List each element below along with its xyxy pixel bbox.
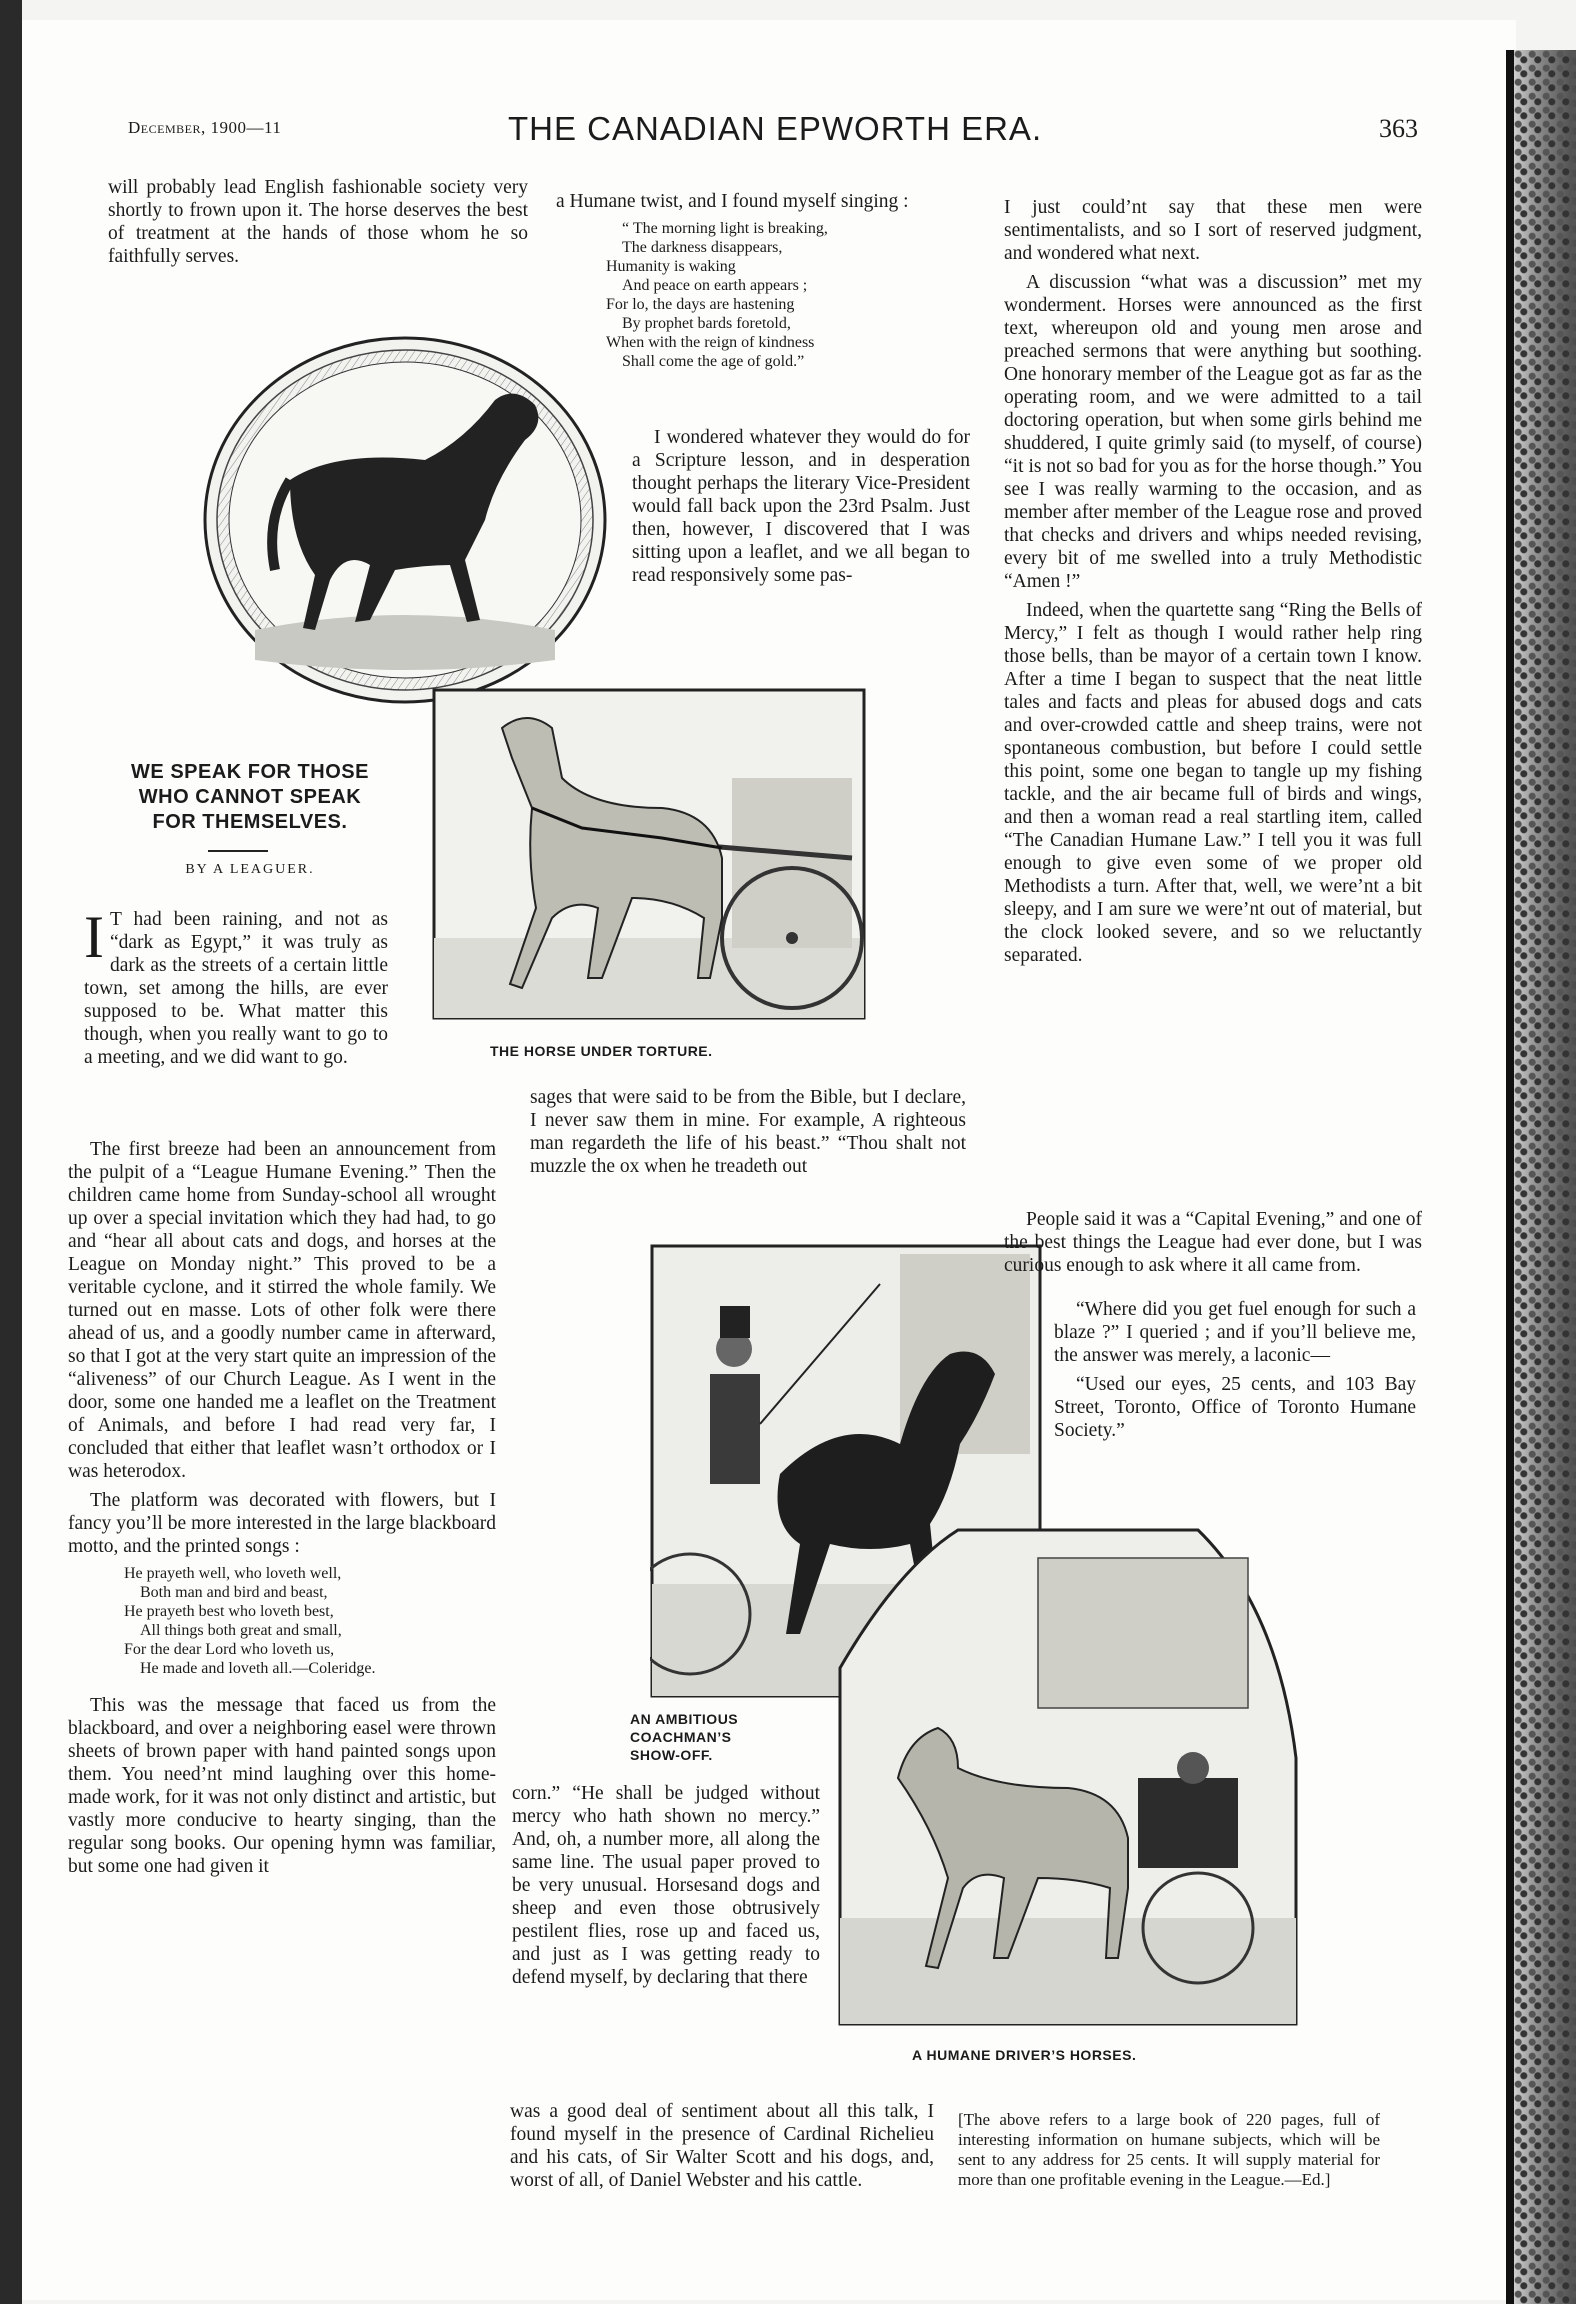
caption-line: COACHMAN’S xyxy=(630,1729,732,1745)
col1-paragraph-3: The platform was decorated with flowers, but I fancy you’ll be more interested in the large blackboard motto, and the printed songs : xyxy=(68,1490,496,1557)
col3-paragraph-6: “Used our eyes, 25 cents, and 103 Bay Street, Toronto, Office of Toronto Humane Society.” xyxy=(1054,1374,1416,1441)
poem-line: Both man and bird and beast, xyxy=(140,1584,328,1601)
humane-driver-illustration xyxy=(838,1528,1298,2026)
col3-paragraph-4: People said it was a “Capital Evening,” and one of the best things the League had ever done, but I was curious enough to ask where it all came from. xyxy=(1004,1209,1422,1276)
col3-body xyxy=(1004,196,1422,973)
poem-line: Humanity is waking xyxy=(606,258,736,275)
col2-narrow xyxy=(632,426,970,593)
editor-note: [The above refers to a large book of 220 pages, full of interesting information on humane subjects, which will be sent to any address for 25 cents. It will supply material for more than one profitable evening in the League.—Ed.] xyxy=(958,2110,1380,2189)
col3-paragraph-5: “Where did you get fuel enough for such a blaze ?” I queried ; and if you’ll believe me, the answer was merely, a laconic— xyxy=(1054,1299,1416,1366)
poem-line: By prophet bards foretold, xyxy=(622,315,791,332)
horse-under-torture-illustration xyxy=(432,688,866,1020)
horse-torture-svg xyxy=(432,688,866,1020)
caption-line: SHOW-OFF. xyxy=(630,1747,713,1763)
headline-rule xyxy=(208,850,268,852)
publication-title: THE CANADIAN EPWORTH ERA. xyxy=(508,110,1043,147)
poem-line: And peace on earth appears ; xyxy=(622,277,808,294)
page-header xyxy=(128,110,1418,170)
poem-line: For lo, the days are hastening xyxy=(606,296,795,313)
col1-poem xyxy=(124,1564,496,1678)
book-binding xyxy=(1514,50,1576,2304)
binding-edge xyxy=(1506,50,1514,2304)
col1-top-paragraph: will probably lead English fashionable society very shortly to frown upon it. The horse deserves the best of treatment at the hands of those whom he so faithfully serves. xyxy=(108,177,528,267)
col2-poem xyxy=(606,219,980,371)
col1-body xyxy=(68,1138,496,1884)
poem-line: When with the reign of kindness xyxy=(606,334,815,351)
col1-top xyxy=(108,176,528,274)
col2-paragraph-4: was a good deal of sentiment about all this talk, I found myself in the presence of Cardinal Richelieu and his cats, of Sir Walter Scott and his dogs, and, worst of all, of Daniel Webster and his cattle. xyxy=(510,2101,934,2191)
col1-paragraph-2: The first breeze had been an announcement from the pulpit of a “League Humane Evening.” Then the children came home from Sunday-school all wrought up over a special invitation which they had had, to go and “hear all about cats and dogs, and horses at the League on Monday night.” This proved to be a veritable cyclone, and it stirred the whole family. We turned out en masse. Lots of other folk were there ahead of us, and a goodly number came in afterward, so that I got at the very start quite an impression of the “aliveness” of our Church League. As I went in the door, some one handed me a leaflet on the Treatment of Animals, and before I had read very far, I concluded that either that leaflet wasn’t orthodox or I was heterodox. xyxy=(68,1139,496,1482)
col2-lower xyxy=(512,1782,820,1995)
col3-lower xyxy=(1054,1298,1416,1448)
col1-narrow-body xyxy=(84,904,388,1075)
poem-line: He prayeth well, who loveth well, xyxy=(124,1565,342,1582)
left-scan-margin xyxy=(0,0,22,2304)
drop-cap: I xyxy=(84,904,104,970)
page-number: 363 xyxy=(1379,114,1418,143)
col3-paragraph-1: I just could’nt say that these men were sentimentalists, and so I sort of reserved judgment, and wondered what next. xyxy=(1004,197,1422,264)
header-date: December, 1900—11 xyxy=(128,118,282,137)
headline-line-1: WE SPEAK FOR THOSE xyxy=(131,761,369,783)
circular-horse-illustration xyxy=(195,330,615,710)
poem-line: He prayeth best who loveth best, xyxy=(124,1603,334,1620)
humane-driver-svg xyxy=(838,1528,1298,2026)
article-headline xyxy=(80,760,420,835)
col2-intro: a Humane twist, and I found myself singing : xyxy=(556,191,909,212)
col2-bottom xyxy=(510,2100,934,2198)
col2-paragraph-2: sages that were said to be from the Bible, but I declare, I never saw them in mine. For example, A righteous man regardeth the life of his beast.” “Thou shalt not muzzle the ox when he treadeth out xyxy=(530,1087,966,1177)
col3-paragraph-3: Indeed, when the quartette sang “Ring the Bells of Mercy,” I felt as though I would rather help ring those bells, than be mayor of a certain town I know. After a time I began to suspect that the neat little tales and facts and pleas for abused dogs and cats and over-crowded cattle and sheep trains, were not spontaneous combustion, but before I could settle this point, some one began to tangle up my fishing tackle, and the air became full of birds and wings, and then a woman read a real startling item, called “The Canadian Humane Law.” I tell you it was full enough to give even some of we proper old Methodists a turn. After that, well, we were’nt a bit sleepy, and I am sure we were’nt out of material, but the clock looked severe, and so we reluctantly separated. xyxy=(1004,600,1422,966)
col2-paragraph-1: I wondered whatever they would do for a Scripture lesson, and in desperation thought perhaps the literary Vice-President would fall back upon the 23rd Psalm. Just then, however, I discovered that I was sitting upon a leaflet, and we all began to read responsively some pas- xyxy=(632,427,970,586)
caption-horse-under-torture: THE HORSE UNDER TORTURE. xyxy=(490,1043,713,1059)
poem-line: Shall come the age of gold.” xyxy=(622,353,805,370)
col2-top xyxy=(556,190,980,387)
headline-line-2: WHO CANNOT SPEAK xyxy=(138,786,362,808)
caption-humane-driver: A HUMANE DRIVER’S HORSES. xyxy=(912,2047,1137,2063)
poem-line: “ The morning light is breaking, xyxy=(622,220,828,237)
caption-line: AN AMBITIOUS xyxy=(630,1711,739,1727)
circular-horse-svg xyxy=(195,330,615,710)
col2-middle xyxy=(530,1086,966,1184)
col3-paragraph-2: A discussion “what was a discussion” met my wonderment. Horses were announced as the first text, whereupon old and young men arose and preached sermons that were anything but soothing. One honorary member of the League got as far as the operating room, and we were admitted to a tail doctoring operation, but when some girls behind me shuddered, I quite grimly said (to myself, of course) “it is not so bad for you as for the horse though.” You see I was really warming to the occasion, and as member after member of the League rose and proved that checks and drivers and whips needed revising, every bit of me swelled into a truly Methodistic “Amen !” xyxy=(1004,272,1422,592)
poem-line: For the dear Lord who loveth us, xyxy=(124,1641,335,1658)
caption-coachman-showoff xyxy=(630,1710,760,1764)
article-byline: BY A LEAGUER. xyxy=(185,862,315,877)
col1-paragraph-4: This was the message that faced us from the blackboard, and over a neighboring easel were thrown sheets of brown paper with hand painted songs upon them. You need’nt mind laughing over this home-made work, for it was not only distinct and artistic, but vastly more conducive to hearty singing, than the regular song books. Our opening hymn was familiar, but some one had given it xyxy=(68,1695,496,1877)
poem-line: All things both great and small, xyxy=(140,1622,342,1639)
col1-first-paragraph xyxy=(84,904,388,1069)
col1-first-paragraph-text: T had been raining, and not as “dark as Egypt,” it was truly as dark as the streets of a certain little town, set among the hills, are ever supposed to be. What matter this though, when you really want to go to a meeting, and we did want to go. xyxy=(84,909,388,1068)
headline-line-3: FOR THEMSELVES. xyxy=(152,811,348,833)
poem-line: The darkness disappears, xyxy=(622,239,783,256)
col3-people-said xyxy=(1004,1208,1422,1283)
col2-paragraph-3: corn.” “He shall be judged without mercy who hath shown no mercy.” And, oh, a number more, all along the same line. The usual paper proved to be very unusual. Horsesand dogs and sheep and even those obtrusively pestilent flies, rose up and faced us, and just as I was getting ready to defend myself, by declaring that there xyxy=(512,1783,820,1988)
poem-line: He made and loveth all.—Coleridge. xyxy=(140,1660,376,1677)
